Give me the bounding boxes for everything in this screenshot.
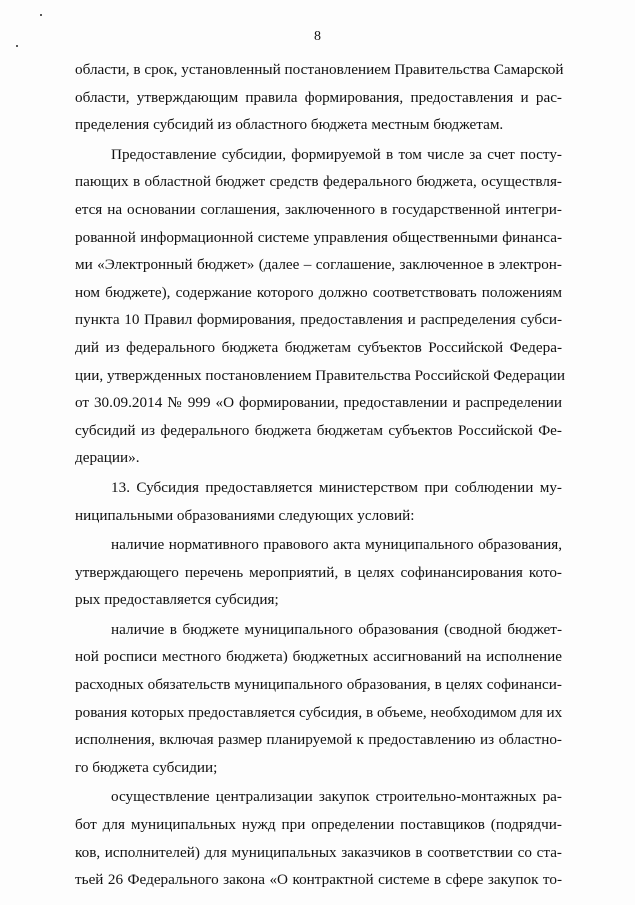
paragraph xyxy=(75,474,562,529)
text-line: дий из федерального бюджета бюджетам субъектов Российской Федера- xyxy=(75,338,562,356)
text-line: 13. Субсидия предоставляется министерством при соблюдении му- xyxy=(111,478,562,496)
text-line: утверждающего перечень мероприятий, в целях софинансирования кото- xyxy=(75,563,562,581)
page-number: 8 xyxy=(314,29,321,44)
document-body xyxy=(75,56,565,894)
paragraph xyxy=(75,783,562,893)
text-line: тьей 26 Федерального закона «О контрактной системе в сфере закупок то- xyxy=(75,871,562,889)
text-line: осуществление централизации закупок строительно-монтажных ра- xyxy=(111,788,562,806)
text-line: ется на основании соглашения, заключенного в государственной интегри- xyxy=(75,200,562,218)
text-line: рования которых предоставляется субсидия, в объеме, необходимом для их xyxy=(75,703,563,721)
text-line: области, утверждающим правила формирования, предоставления и рас- xyxy=(75,88,562,106)
text-line: ми «Электронный бюджет» (далее – соглашение, заключенное в электрон- xyxy=(75,256,562,274)
text-line: субсидий из федерального бюджета бюджетам субъектов Российской Фе- xyxy=(75,421,562,439)
text-line: расходных обязательств муниципального образования, в целях софинанси- xyxy=(75,676,562,694)
text-line: области, в срок, установленный постановлением Правительства Самарской xyxy=(75,61,564,78)
text-line: рованной информационной системе управления общественными финанса- xyxy=(75,228,562,246)
scan-speck xyxy=(40,14,42,16)
paragraph xyxy=(75,56,562,139)
paragraph xyxy=(75,616,562,782)
text-line: ниципальными образованиями следующих условий: xyxy=(75,506,415,524)
text-line: пающих в областной бюджет средств федерального бюджета, осуществля- xyxy=(75,173,562,191)
scan-speck xyxy=(16,45,18,47)
paragraph xyxy=(75,531,562,614)
text-line: бот для муниципальных нужд при определении поставщиков (подрядчи- xyxy=(75,816,562,834)
text-line: наличие нормативного правового акта муниципального образования, xyxy=(111,536,562,554)
text-line: пункта 10 Правил формирования, предоставления и распределения субси- xyxy=(75,311,562,329)
text-line: дерации». xyxy=(75,449,140,467)
text-line: наличие в бюджете муниципального образования (сводной бюджет- xyxy=(111,620,562,638)
text-line: исполнения, включая размер планируемой к предоставлению из областно- xyxy=(75,731,562,749)
paragraph xyxy=(75,141,565,472)
text-line: пределения субсидий из областного бюджета местным бюджетам. xyxy=(75,116,504,134)
text-line: Предоставление субсидии, формируемой в том числе за счет посту- xyxy=(111,145,562,163)
text-line: ков, исполнителей) для муниципальных заказчиков в соответствии со ста- xyxy=(75,843,562,861)
text-line: ции, утвержденных постановлением Правительства Российской Федерации xyxy=(75,366,565,384)
text-line: го бюджета субсидии; xyxy=(75,758,218,776)
text-line: ном бюджете), содержание которого должно соответствовать положениям xyxy=(75,283,562,301)
text-line: рых предоставляется субсидия; xyxy=(75,591,279,609)
text-line: ной росписи местного бюджета) бюджетных ассигнований на исполнение xyxy=(75,648,562,666)
text-line: от 30.09.2014 № 999 «О формировании, предоставлении и распределении xyxy=(75,394,562,412)
